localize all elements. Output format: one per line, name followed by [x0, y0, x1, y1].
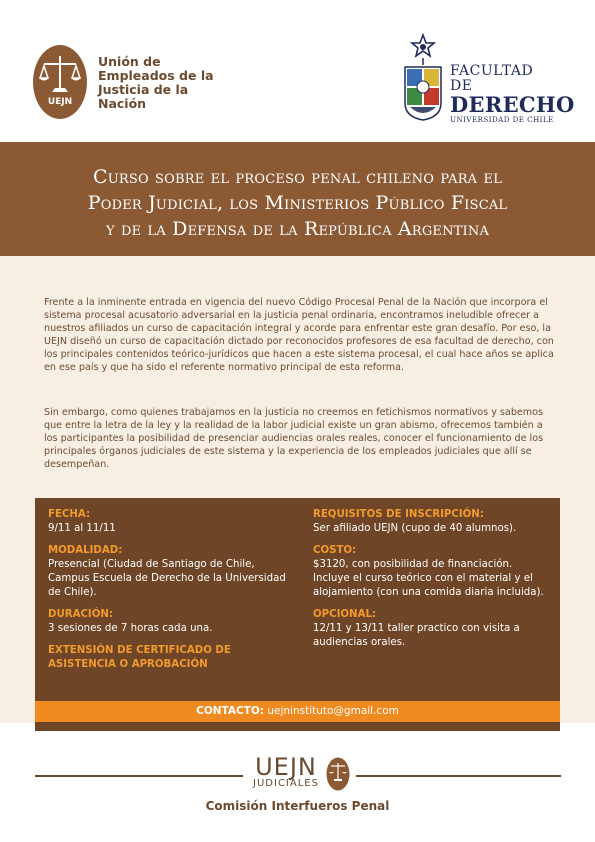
opcional-section	[313, 608, 551, 650]
fecha-value: 9/11 al 11/11	[48, 523, 116, 534]
requisitos-section	[313, 508, 551, 536]
commission-name: Comisión Interfueros Penal	[205, 799, 390, 813]
requisitos-value: Ser afiliado UEJN (cupo de 40 alumnos).	[313, 523, 517, 534]
duracion-section	[48, 608, 298, 636]
uejn-small-seal-icon	[326, 757, 350, 791]
contact-bar	[35, 701, 560, 722]
union-name-line: Nación	[98, 96, 147, 111]
modalidad-section	[48, 544, 298, 600]
uejn-footer-logo	[248, 755, 324, 789]
uejn-seal-logo	[32, 44, 88, 120]
modalidad-label: MODALIDAD:	[48, 545, 123, 556]
requisitos-label: REQUISITOS DE INSCRIPCIÓN:	[313, 509, 484, 520]
svg-text:UEJN: UEJN	[47, 97, 73, 107]
opcional-label: OPCIONAL:	[313, 609, 377, 620]
footer-logo-sub: JUDICIALES	[253, 778, 319, 789]
contact-email-link[interactable]: uejninstituto@gmail.com	[267, 705, 399, 717]
fecha-section	[48, 508, 298, 536]
certificado-section	[48, 644, 298, 672]
course-title	[20, 164, 575, 242]
info-right-column	[313, 508, 551, 658]
faculty-wordmark	[450, 63, 575, 125]
title-line: Poder Judicial, los Ministerios Público Fiscal	[87, 192, 508, 214]
union-name-line: Justicia de la	[98, 82, 189, 97]
costo-label: COSTO:	[313, 545, 357, 556]
costo-value: $3120, con posibilidad de financiación. Incluye el curso teórico con el material y el alojamiento (con una comida diaria incluida).	[313, 559, 544, 598]
contact-label: CONTACTO:	[196, 705, 265, 717]
faculty-line2: DERECHO	[450, 92, 575, 117]
duracion-label: DURACIÓN:	[48, 609, 113, 620]
footer-logo-main: UEJN	[255, 753, 317, 781]
info-left-column	[48, 508, 298, 680]
university-crest-logo	[402, 33, 444, 121]
fecha-label: FECHA:	[48, 509, 91, 520]
title-line: y de la Defensa de la República Argentina	[105, 218, 490, 240]
opcional-value: 12/11 y 13/11 taller practico con visita a audiencias orales.	[313, 623, 520, 648]
info-box	[35, 498, 560, 731]
footer-divider-right	[356, 775, 561, 777]
intro-paragraph-1: Frente a la inminente entrada en vigencia del nuevo Código Procesal Penal de la Nación que incorpora el sistema procesal acusatorio adversarial en la justicia penal ordinaria, encontramos ineludible ofrecer a nuestros afiliados un curso de capacitación integral y acorde para enfrentar este gran desafío. Por eso, la UEJN diseñó un curso de capacitación dictado por reconocidos profesores de esa facultad de derecho, con los principales contenidos teórico-jurídicos que hacen a este sistema procesal, el cual hace años se aplica en ese país y que ha sido el referente normativo principal de esta reforma.	[44, 297, 554, 373]
faculty-line1: FACULTAD DE	[450, 63, 534, 94]
union-name-line: Unión de	[98, 54, 161, 69]
certificado-label: EXTENSIÓN DE CERTIFICADO DE ASISTENCIA O APROBACIÓN	[48, 645, 231, 670]
faculty-line3: UNIVERSIDAD DE CHILE	[450, 115, 554, 124]
intro-paragraph-2: Sin embargo, como quienes trabajamos en la justicia no creemos en fetichismos normativos y sabemos que entre la letra de la ley y la realidad de la labor judicial existe un gran abismo, ofrecemos también a los participantes la posibilidad de presenciar audiencias orales reales, conocer el funcionamiento de los principales órganos judiciales de este sistema y la experiencia de los empleados judiciales que allí se desempeñan.	[44, 407, 544, 470]
duracion-value: 3 sesiones de 7 horas cada una.	[48, 623, 213, 634]
costo-section	[313, 544, 551, 600]
union-name	[98, 55, 228, 111]
title-line: Curso sobre el proceso penal chileno para el	[92, 166, 503, 188]
union-name-line: Empleados de la	[98, 68, 214, 83]
footer-divider-left	[35, 775, 243, 777]
modalidad-value: Presencial (Ciudad de Santiago de Chile, Campus Escuela de Derecho de la Universidad de Chile).	[48, 559, 286, 598]
